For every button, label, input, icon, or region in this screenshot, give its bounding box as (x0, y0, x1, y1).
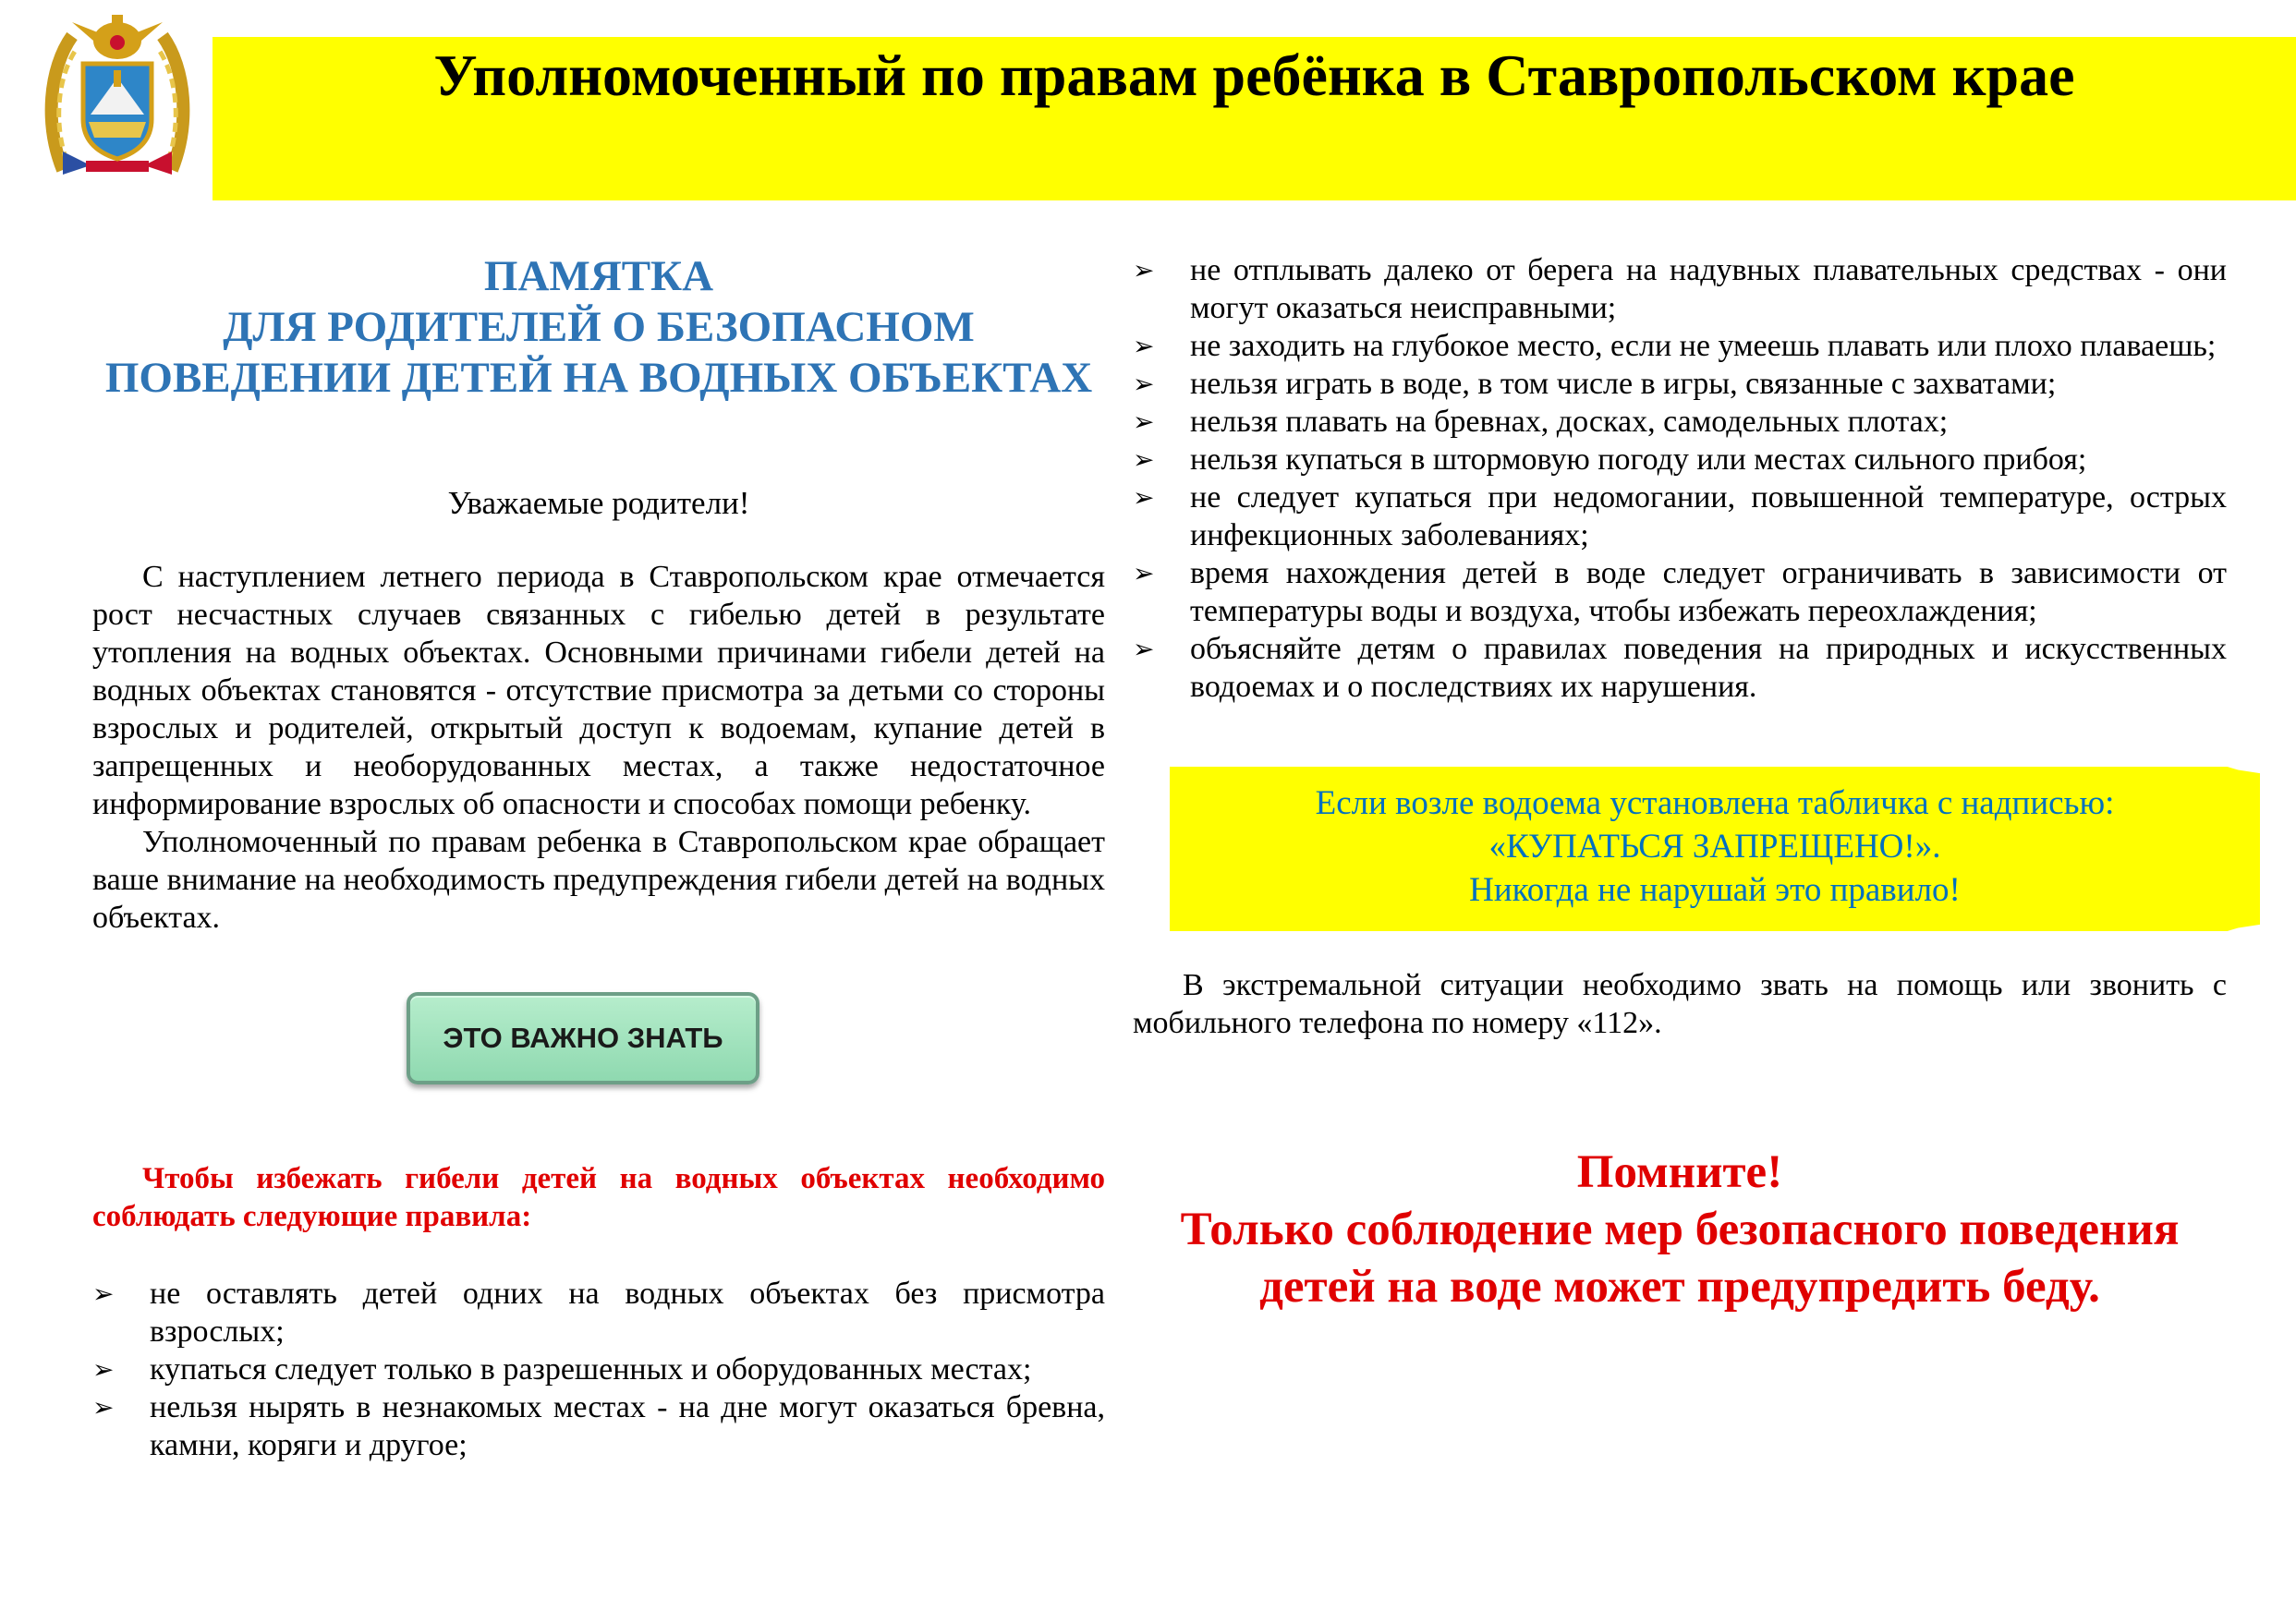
important-to-know-button[interactable]: ЭТО ВАЖНО ЗНАТЬ (407, 992, 759, 1084)
arrow-bullet-icon: ➢ (1133, 444, 1155, 475)
rule-text: не оставлять детей одних на водных объектах без присмотра взрослых; (150, 1277, 1105, 1349)
ombudsman-paragraph: Уполномоченный по правам ребенка в Ставропольском крае обращает ваше внимание на необходимость предупреждения гибели детей на водных объектах. (92, 825, 1105, 935)
rules-list-right (1133, 251, 2227, 706)
remember-line: Помните! (1576, 1146, 1783, 1198)
arrow-bullet-icon: ➢ (1133, 255, 1155, 285)
notice-line: Никогда не нарушай это правило! (1469, 871, 1961, 909)
remember-line: детей на воде может предупредить беду. (1259, 1261, 2100, 1313)
arrow-bullet-icon: ➢ (92, 1278, 115, 1309)
rule-text: время нахождения детей в воде следует ограничивать в зависимости от температуры воды и воздуха, чтобы избежать переохлаждения; (1190, 556, 2227, 628)
arrow-bullet-icon: ➢ (1133, 369, 1155, 399)
rule-text: нельзя плавать на бревнах, досках, самодельных плотах; (1190, 405, 1949, 439)
rule-text: не следует купаться при недомогании, повышенной температуре, острых инфекционных заболеваниях; (1190, 480, 2227, 552)
rule-text: не отплывать далеко от берега на надувных плавательных средствах - они могут оказаться неисправными; (1190, 253, 2227, 325)
list-item (1133, 251, 2227, 327)
left-column (92, 251, 1105, 1462)
rule-text: нельзя купаться в штормовую погоду или местах сильного прибоя; (1190, 442, 2087, 477)
notice-text (1170, 781, 2260, 912)
rule-text: нельзя играть в воде, в том числе в игры, связанные с захватами; (1190, 367, 2057, 401)
rules-list-left (92, 1275, 1105, 1464)
coat-of-arms-icon (44, 13, 190, 179)
rules-intro: Чтобы избежать гибели детей на водных объектах необходимо соблюдать следующие правила: (92, 1162, 1105, 1233)
notice-line: Если возле водоема установлена табличка с надписью: (1315, 784, 2115, 822)
arrow-bullet-icon: ➢ (1133, 482, 1155, 513)
memo-title-line: ПАМЯТКА (483, 252, 714, 300)
arrow-bullet-icon: ➢ (1133, 558, 1155, 588)
rule-text: объясняйте детям о правилах поведения на природных и искусственных водоемах и о последствиях их нарушения. (1190, 632, 2227, 704)
memo-title (92, 251, 1105, 404)
arrow-bullet-icon: ➢ (1133, 331, 1155, 361)
memo-title-line: ПОВЕДЕНИИ ДЕТЕЙ НА ВОДНЫХ ОБЪЕКТАХ (104, 354, 1093, 402)
memo-title-line: ДЛЯ РОДИТЕЛЕЙ О БЕЗОПАСНОМ (223, 303, 975, 351)
list-item (92, 1275, 1105, 1350)
important-button-wrap (407, 992, 767, 1084)
list-item (1133, 327, 2227, 365)
list-item (92, 1350, 1105, 1388)
arrow-bullet-icon: ➢ (1133, 634, 1155, 664)
notice-line: «КУПАТЬСЯ ЗАПРЕЩЕНО!». (1488, 828, 1941, 866)
list-item (1133, 630, 2227, 706)
rule-text: купаться следует только в разрешенных и оборудованных местах; (150, 1352, 1032, 1387)
list-item (1133, 403, 2227, 441)
emergency-paragraph: В экстремальной ситуации необходимо звать на помощь или звонить с мобильного телефона по номеру «112». (1133, 968, 2227, 1040)
rule-text: нельзя нырять в незнакомых местах - на дне могут оказаться бревна, камни, коряги и другое; (150, 1390, 1105, 1462)
remember-line: Только соблюдение мер безопасного поведения (1180, 1204, 2180, 1255)
list-item (1133, 365, 2227, 403)
intro-text (92, 558, 1105, 937)
arrow-bullet-icon: ➢ (1133, 406, 1155, 437)
intro-paragraph: С наступлением летнего периода в Ставропольском крае отмечается рост несчастных случаев связанных с гибелью детей в результате утопления на водных объектах. Основными причинами гибели детей на водных объектах становятся - отсутствие присмотра за детьми со стороны взрослых и родителей, открытый доступ к водоемам, купание детей в запрещенных и необорудованных местах, а также недостаточное информирование взрослых об опасности и способах помощи ребенку. (92, 560, 1105, 821)
emergency-text (1133, 966, 2227, 1042)
list-item (1133, 441, 2227, 478)
rule-text: не заходить на глубокое место, если не умеешь плавать или плохо плаваешь; (1190, 329, 2217, 363)
list-item (92, 1388, 1105, 1464)
arrow-bullet-icon: ➢ (92, 1392, 115, 1423)
list-item (1133, 478, 2227, 554)
arrow-bullet-icon: ➢ (92, 1354, 115, 1385)
remember-block (1133, 1144, 2227, 1315)
list-item (1133, 554, 2227, 630)
page-title: Уполномоченный по правам ребёнка в Ставропольском крае (433, 42, 2075, 108)
greeting: Уважаемые родители! (447, 485, 750, 521)
